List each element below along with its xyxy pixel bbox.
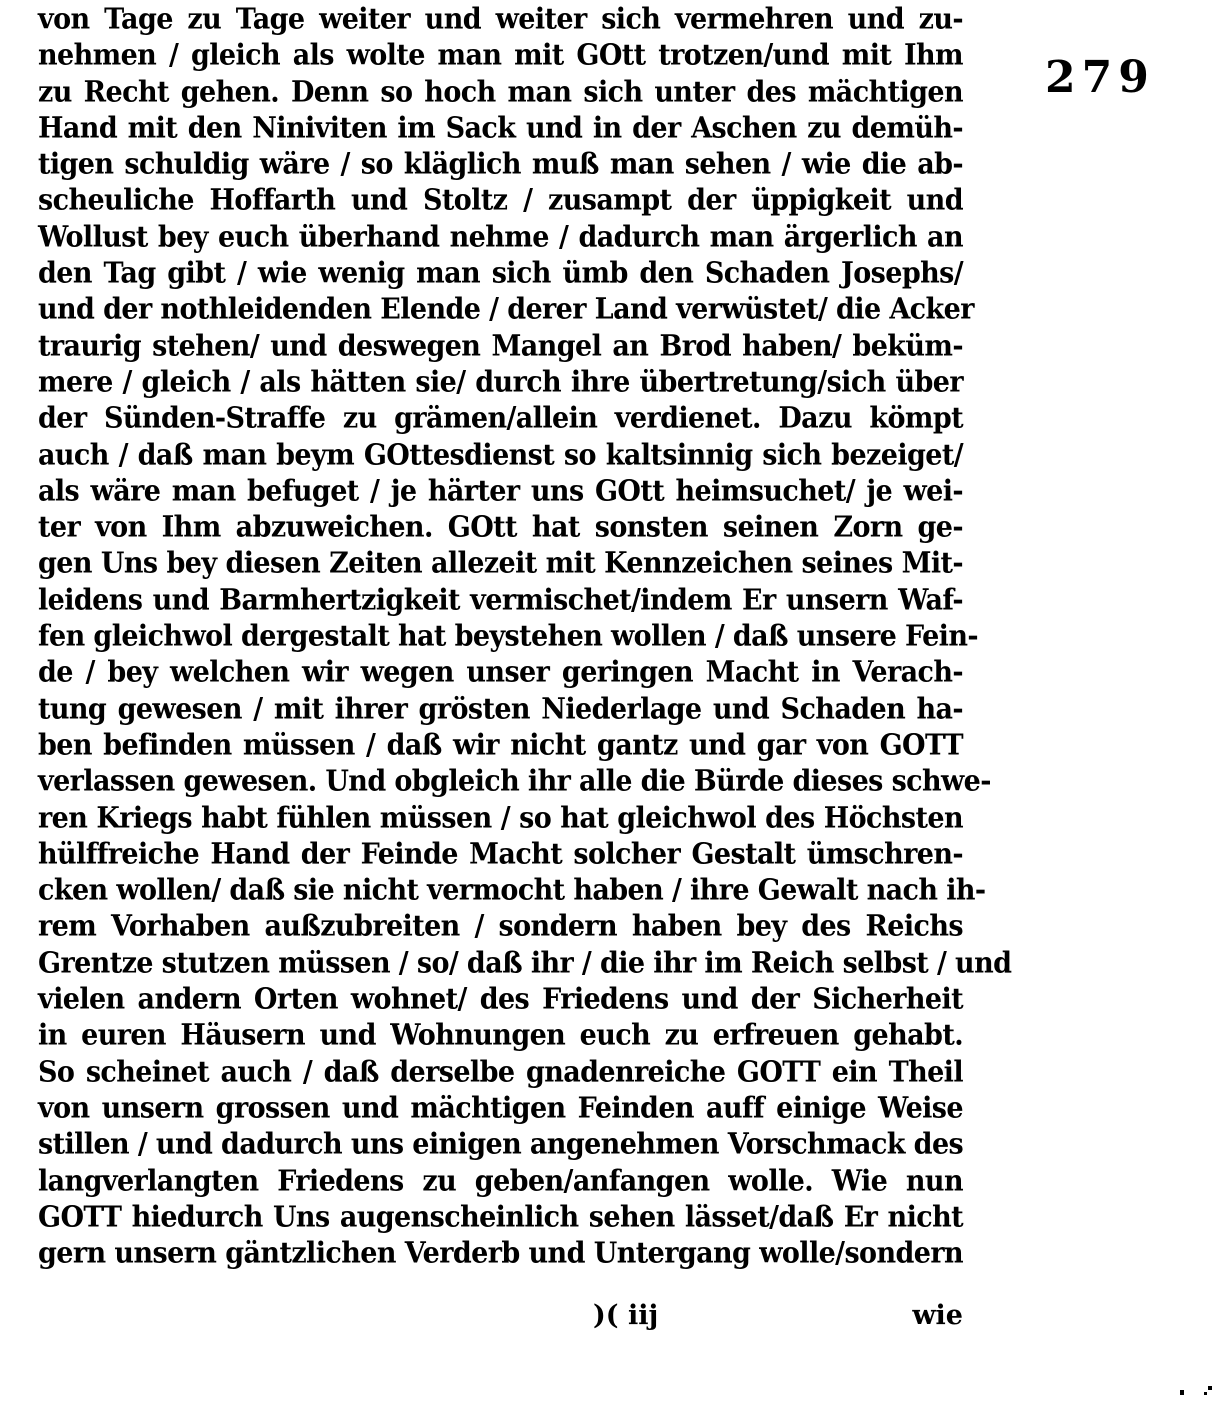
text-line: auch / daß man beym GOttesdienst so kaltsinnig sich bezeiget/ <box>38 438 963 472</box>
text-line: von Tage zu Tage weiter und weiter sich vermehren und zu- <box>38 2 963 37</box>
body-text <box>38 2 1012 1272</box>
text-line: tung gewesen / mit ihrer grösten Niederlage und Schaden ha- <box>38 692 963 726</box>
text-line: ren Kriegs habt fühlen müssen / so hat gleichwol des Höchsten <box>38 801 963 835</box>
text-line: rem Vorhaben außzubreiten / sondern haben bey des Reichs <box>38 910 963 944</box>
text-line: stillen / und dadurch uns einigen angenehmen Vorschmack des <box>38 1127 964 1162</box>
text-line: cken wollen/ daß sie nicht vermocht haben / ihre Gewalt nach ih- <box>38 873 986 908</box>
text-line: zu Recht gehen. Denn so hoch man sich unter des mächtigen <box>38 75 963 109</box>
page-number: 279 <box>1045 52 1155 103</box>
text-line: mere / gleich / als hätten sie/ durch ihre übertretung/sich über <box>38 365 963 400</box>
page-footer <box>38 1300 963 1340</box>
text-line: leidens und Barmhertzigkeit vermischet/indem Er unsern Waf- <box>38 583 963 617</box>
text-line: tigen schuldig wäre / so kläglich muß man sehen / wie die ab- <box>38 147 963 182</box>
text-line: scheuliche Hoffarth und Stoltz / zusampt der üppigkeit und <box>38 184 963 218</box>
text-line: nehmen / gleich als wolte man mit GOtt trotzen/und mit Ihm <box>38 39 963 73</box>
scan-speck <box>1180 1390 1184 1395</box>
text-line: hülffreiche Hand der Feinde Macht solcher Gestalt ümschren- <box>38 837 963 872</box>
text-line: ter von Ihm abzuweichen. GOtt hat sonsten seinen Zorn ge- <box>38 510 963 545</box>
text-line: ben befinden müssen / daß wir nicht gantz und gar von GOTT <box>38 728 963 763</box>
text-line: gern unsern gäntzlichen Verderb und Untergang wolle/sondern <box>38 1236 963 1271</box>
text-line: den Tag gibt / wie wenig man sich ümb den Schaden Josephs/ <box>38 256 963 291</box>
text-line: von unsern grossen und mächtigen Feinden auff einige Weise <box>38 1091 963 1126</box>
text-line: Hand mit den Niniviten im Sack und in der Aschen zu demüh- <box>38 111 963 146</box>
text-line: traurig stehen/ und deswegen Mangel an Brod haben/ beküm- <box>38 329 963 363</box>
text-line: de / bey welchen wir wegen unser geringen Macht in Verach- <box>38 656 963 690</box>
catchword: wie <box>912 1300 963 1331</box>
text-line: fen gleichwol dergestalt hat beystehen wollen / daß unsere Fein- <box>38 619 978 654</box>
text-line: und der nothleidenden Elende / derer Land verwüstet/ die Acker <box>38 293 974 327</box>
text-line: langverlangten Friedens zu geben/anfangen wolle. Wie nun <box>38 1164 963 1198</box>
text-line: So scheinet auch / daß derselbe gnadenreiche GOTT ein Theil <box>38 1055 963 1089</box>
text-line: vielen andern Orten wohnet/ des Friedens und der Sicherheit <box>38 982 963 1017</box>
text-line: verlassen gewesen. Und obgleich ihr alle die Bürde dieses schwe- <box>38 764 991 799</box>
text-line: Wollust bey euch überhand nehme / dadurch man ärgerlich an <box>38 220 963 254</box>
text-line: als wäre man befuget / je härter uns GOtt heimsuchet/ je wei- <box>38 474 963 509</box>
text-line: Grentze stutzen müssen / so/ daß ihr / die ihr im Reich selbst / und <box>38 946 1012 980</box>
text-line: gen Uns bey diesen Zeiten allezeit mit Kennzeichen seines Mit- <box>38 547 963 581</box>
text-line: GOTT hiedurch Uns augenscheinlich sehen lässet/daß Er nicht <box>38 1200 963 1234</box>
scan-speck <box>1208 1386 1212 1390</box>
signature-mark: )( iij <box>593 1300 659 1331</box>
scan-speck <box>1204 1392 1207 1395</box>
text-line: der Sünden-Straffe zu grämen/allein verdienet. Dazu kömpt <box>38 401 963 436</box>
text-line: in euren Häusern und Wohnungen euch zu erfreuen gehabt. <box>38 1019 963 1053</box>
